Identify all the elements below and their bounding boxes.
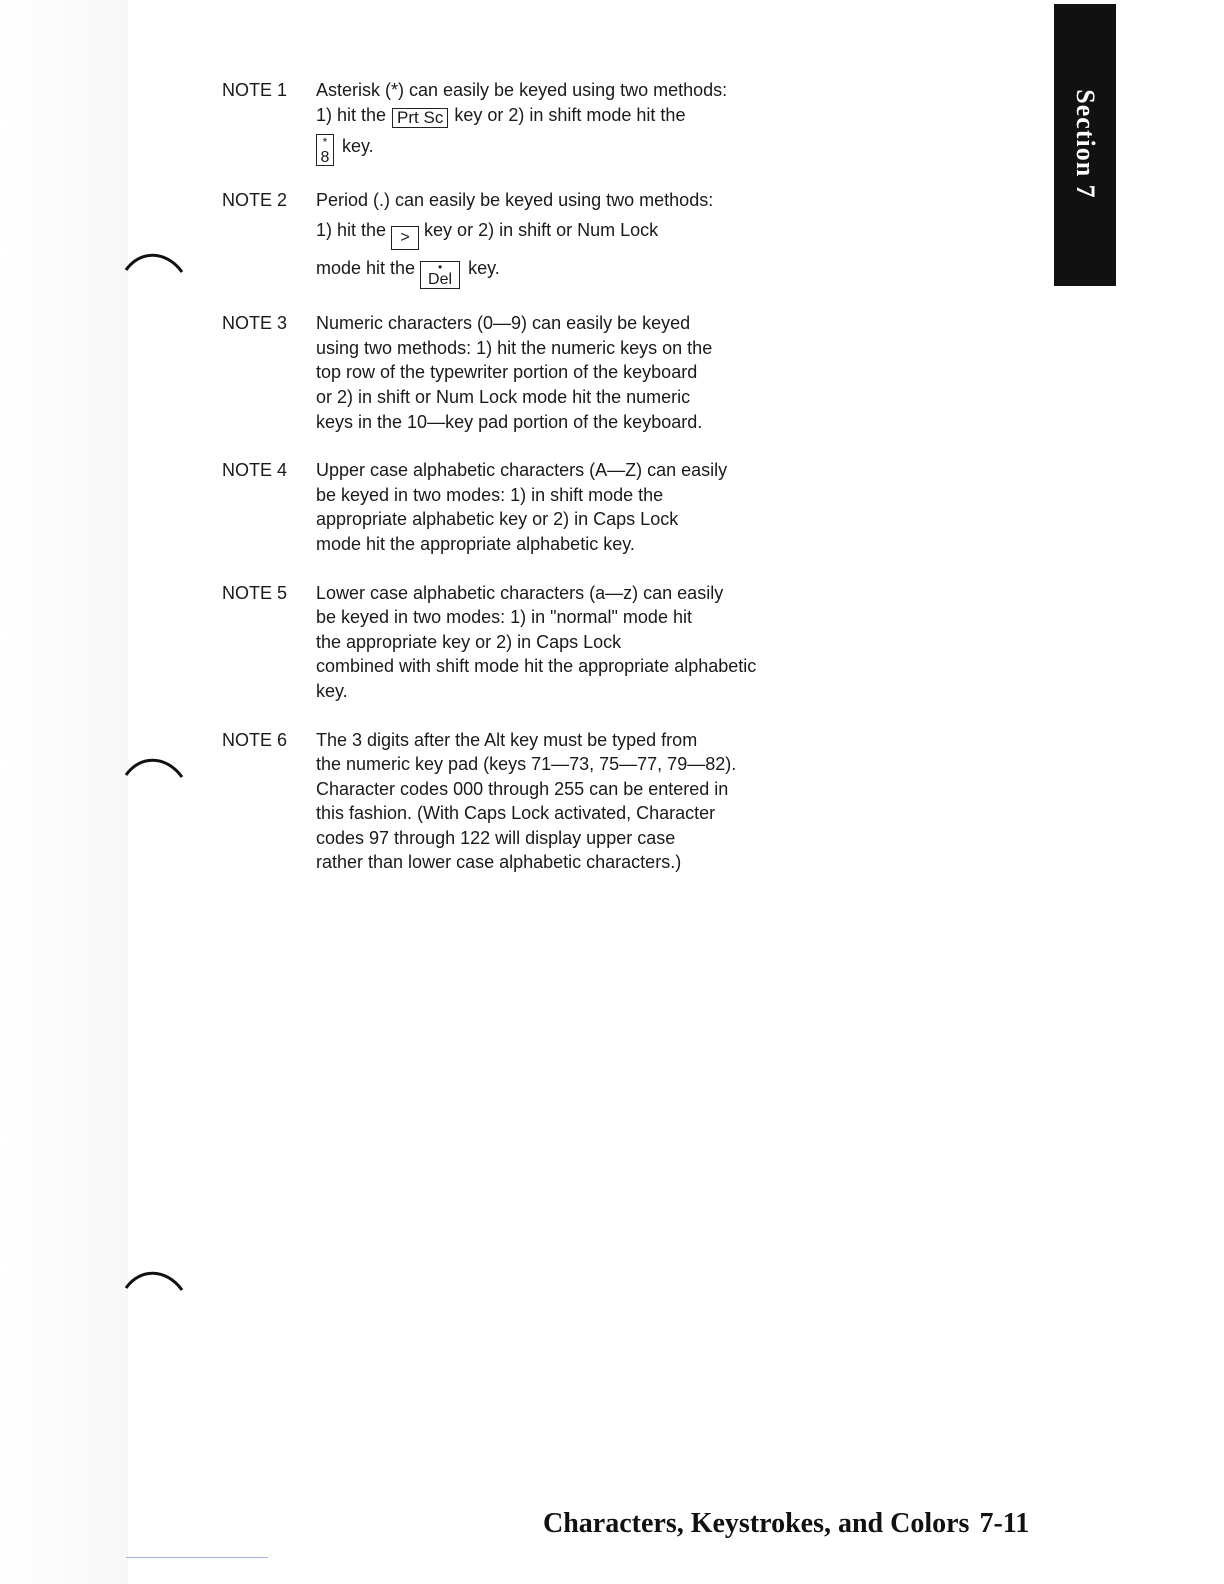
section-tab [1054, 4, 1116, 286]
note-line: the appropriate key or 2) in Caps Lock [316, 631, 622, 652]
del-key [420, 261, 460, 289]
bottom-rule [126, 1557, 268, 1558]
text-fragment: 1) hit the [316, 104, 392, 125]
note-line [316, 218, 842, 250]
note-2 [222, 188, 842, 290]
note-label: NOTE 3 [222, 313, 288, 334]
period-key: > [391, 226, 419, 250]
note-label: NOTE 5 [222, 582, 288, 603]
note-line [316, 103, 842, 128]
page-number: 7-11 [979, 1508, 1030, 1539]
note-line: The 3 digits after the Alt key must be typed from [316, 729, 698, 750]
note-3 [222, 311, 842, 434]
note-body [316, 311, 842, 434]
note-5 [222, 581, 842, 704]
note-line: top row of the typewriter portion of the keyboard [316, 362, 698, 383]
note-line: be keyed in two modes: 1) in shift mode the [316, 484, 664, 505]
note-line: combined with shift mode hit the appropriate alphabetic [316, 656, 757, 677]
note-line: Lower case alphabetic characters (a—z) can easily [316, 582, 724, 603]
note-label: NOTE 4 [222, 460, 288, 481]
text-fragment: 1) hit the [316, 220, 392, 241]
note-body [316, 78, 842, 166]
text-fragment: key or 2) in shift or Num Lock [419, 220, 659, 241]
key-dot: • [437, 260, 443, 275]
note-line: Upper case alphabetic characters (A—Z) can easily [316, 460, 728, 481]
note-body [316, 581, 842, 704]
note-label: NOTE 1 [222, 80, 288, 100]
note-body [316, 188, 842, 290]
binder-hole-mark [122, 248, 184, 278]
text-fragment: key. [337, 135, 374, 156]
note-line: the numeric key pad (keys 71—73, 75—77, 79—82). [316, 754, 737, 775]
note-line [316, 256, 842, 289]
note-line: key. [316, 680, 348, 701]
text-fragment: key. [463, 258, 500, 279]
note-line [316, 134, 842, 166]
key-upper-legend: * [322, 134, 328, 149]
key-legend: Del [428, 271, 453, 289]
note-line: mode hit the appropriate alphabetic key. [316, 533, 635, 554]
note-line: appropriate alphabetic key or 2) in Caps Lock [316, 509, 679, 530]
note-line: Period (.) can easily be keyed using two methods: [316, 189, 714, 210]
eight-key [316, 134, 334, 166]
note-1 [222, 78, 842, 166]
note-label: NOTE 6 [222, 729, 288, 750]
footer-title: Characters, Keystrokes, and Colors [543, 1508, 970, 1539]
page-edge-shadow [0, 0, 128, 1584]
note-line: Asterisk (*) can easily be keyed using two methods: [316, 80, 728, 100]
note-line: keys in the 10—key pad portion of the keyboard. [316, 411, 703, 432]
note-line: this fashion. (With Caps Lock activated, Character [316, 803, 716, 824]
note-line: codes 97 through 122 will display upper case [316, 827, 676, 848]
note-body [316, 458, 842, 556]
page-footer [543, 1508, 1043, 1540]
note-label: NOTE 2 [222, 189, 288, 210]
note-4 [222, 458, 842, 556]
text-fragment: mode hit the [316, 258, 421, 279]
binder-hole-mark [122, 1266, 184, 1296]
key-lower-legend: 8 [320, 148, 330, 166]
prt-sc-key: Prt Sc [392, 108, 448, 128]
note-line: be keyed in two modes: 1) in "normal" mode hit [316, 607, 692, 628]
note-line: Character codes 000 through 255 can be entered in [316, 778, 729, 799]
note-line: Numeric characters (0—9) can easily be keyed [316, 313, 691, 334]
binder-hole-mark [122, 753, 184, 783]
note-6 [222, 728, 842, 876]
section-tab-label: Section 7 [1071, 89, 1100, 199]
notes-list [222, 78, 842, 875]
note-line: using two methods: 1) hit the numeric keys on the [316, 337, 713, 358]
note-line: or 2) in shift or Num Lock mode hit the numeric [316, 386, 691, 407]
note-line: rather than lower case alphabetic characters.) [316, 852, 682, 873]
note-body [316, 728, 842, 876]
text-fragment: key or 2) in shift mode hit the [449, 104, 686, 125]
